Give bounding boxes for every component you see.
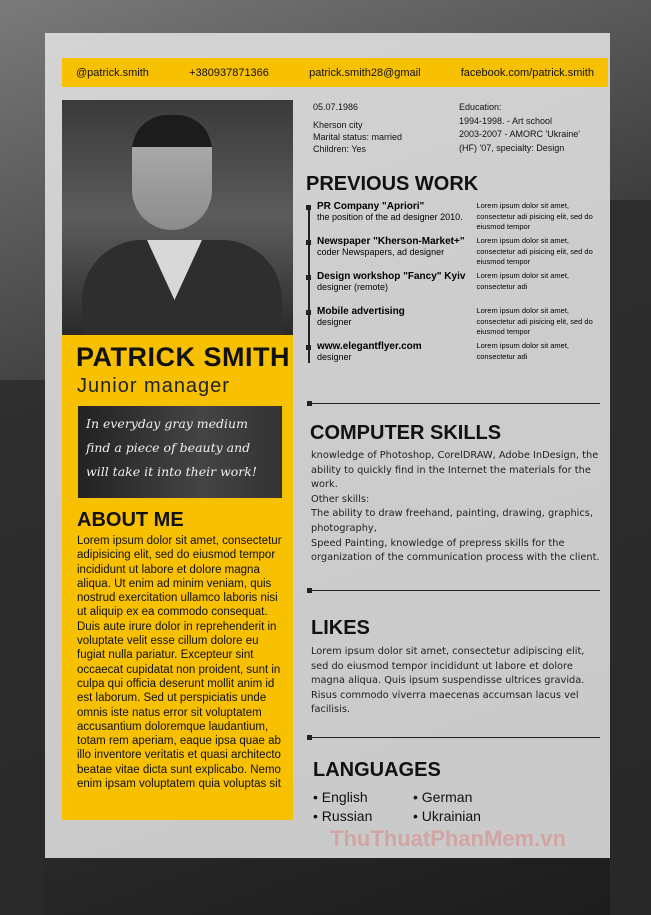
education-label: Education: bbox=[459, 102, 502, 112]
contact-bar bbox=[62, 58, 608, 87]
divider bbox=[308, 737, 600, 738]
languages-heading: LANGUAGES bbox=[313, 759, 441, 781]
education bbox=[459, 101, 580, 155]
handle: @patrick.smith bbox=[76, 66, 149, 79]
skills-main: knowledge of Photoshop, CorelDRAW, Adobe InDesign, the ability to quickly find in the Internet the materials for the work. bbox=[311, 450, 599, 491]
work-item bbox=[306, 236, 606, 271]
education-line: 2003-2007 - AMORC 'Ukraine' bbox=[459, 129, 580, 139]
role: designer bbox=[317, 352, 352, 362]
watermark: ThuThuatPhanMem.vn bbox=[330, 826, 566, 851]
background-building bbox=[610, 200, 651, 915]
language: • English bbox=[313, 789, 368, 805]
desc: Lorem ipsum dolor sit amet, consectetur adi pisicing elit, sed do eiusmod tempor bbox=[476, 236, 593, 266]
facebook: facebook.com/patrick.smith bbox=[460, 66, 594, 79]
marital: Marital status: married bbox=[313, 132, 403, 142]
likes-heading: LIKES bbox=[311, 617, 370, 639]
company: PR Company "Apriori" bbox=[317, 201, 425, 212]
desc: Lorem ipsum dolor sit amet, consectetur adi bbox=[476, 271, 569, 291]
education-line: (HF) '07, specialty: Design bbox=[459, 142, 565, 153]
skills-text bbox=[311, 449, 601, 566]
email: patrick.smith28@gmail bbox=[309, 66, 421, 79]
role: coder Newspapers, ad designer bbox=[317, 247, 445, 257]
desc: Lorem ipsum dolor sit amet, consectetur adi pisicing elit, sed do eiusmod tempor bbox=[476, 306, 593, 336]
education-line: 1994-1998. - Art school bbox=[459, 115, 553, 126]
work-item bbox=[306, 201, 606, 236]
skills-other-label: Other skills: bbox=[311, 493, 370, 505]
desc: Lorem ipsum dolor sit amet, consectetur adi bbox=[476, 341, 569, 361]
background-building bbox=[0, 380, 45, 915]
skills-heading: COMPUTER SKILLS bbox=[310, 422, 502, 444]
role: designer (remote) bbox=[317, 282, 389, 292]
languages-list bbox=[313, 788, 523, 826]
company: Mobile advertising bbox=[317, 306, 405, 317]
role: the position of the ad designer 2010. bbox=[317, 212, 463, 222]
profile-photo bbox=[62, 100, 293, 335]
language: • Russian bbox=[313, 808, 373, 824]
job-title: Junior manager bbox=[77, 375, 230, 397]
quote: In everyday gray medium find a piece of beauty and will take it into their work! bbox=[78, 406, 282, 498]
about-text: Lorem ipsum dolor sit amet, consectetur adipisicing elit, sed do eiusmod tempor incididunt ut labore et dolore magna aliqua. Ut enim ad minim veniam, quis nostrud exercitation ullamco laboris nisi ut aliquip ex ea commodo consequat. Duis aute irure dolor in reprehenderit in voluptate velit esse cillum dolore eu fugiat nulla pariatur. Excepteur sint occaecat cupidatat non proident, sunt in culpa qui officia deserunt mollit anim id est laborum. Sed ut perspiciatis unde omnis iste natus error sit voluptatem accusantium doloremque laudantium, totam rem aperiam, eaque ipsa quae ab illo inventore veritatis et quasi architecto beatae vitae dicta sunt explicabo. Nemo enim ipsam voluptatem quia voluptas sit bbox=[77, 535, 282, 791]
company: www.elegantflyer.com bbox=[317, 341, 422, 352]
company: Newspaper "Kherson-Market+" bbox=[317, 236, 465, 247]
work-item bbox=[306, 341, 606, 376]
work-list bbox=[306, 201, 606, 376]
language: • Ukrainian bbox=[413, 808, 481, 824]
phone: +380937871366 bbox=[189, 66, 269, 79]
divider bbox=[308, 590, 600, 591]
city: Kherson city bbox=[313, 120, 363, 130]
work-item bbox=[306, 306, 606, 341]
language: • German bbox=[413, 789, 473, 805]
person-name: PATRICK SMITH bbox=[76, 342, 290, 372]
skills-extra: Speed Painting, knowledge of prepress skills for the organization of the communication process with the client. bbox=[311, 537, 600, 564]
work-heading: PREVIOUS WORK bbox=[306, 173, 479, 195]
dob: 05.07.1986 bbox=[313, 102, 359, 112]
personal-info bbox=[313, 101, 402, 155]
about-heading: ABOUT ME bbox=[77, 509, 184, 531]
skills-other: The ability to draw freehand, painting, drawing, graphics, photography, bbox=[311, 508, 594, 534]
role: designer bbox=[317, 317, 352, 327]
work-item bbox=[306, 271, 606, 306]
likes-text: Lorem ipsum dolor sit amet, consectetur adipiscing elit, sed do eiusmod tempor incididunt ut labore et dolore magna aliqua. Quis ipsum suspendisse ultrices gravida. Risus commodo viverra maecenas accumsan lacus vel facilisis. bbox=[311, 646, 585, 716]
company: Design workshop "Fancy" Kyiv bbox=[317, 271, 466, 282]
desc: Lorem ipsum dolor sit amet, consectetur adi pisicing elit, sed do eiusmod tempor bbox=[476, 201, 593, 231]
divider bbox=[308, 403, 600, 404]
children: Children: Yes bbox=[313, 144, 367, 154]
